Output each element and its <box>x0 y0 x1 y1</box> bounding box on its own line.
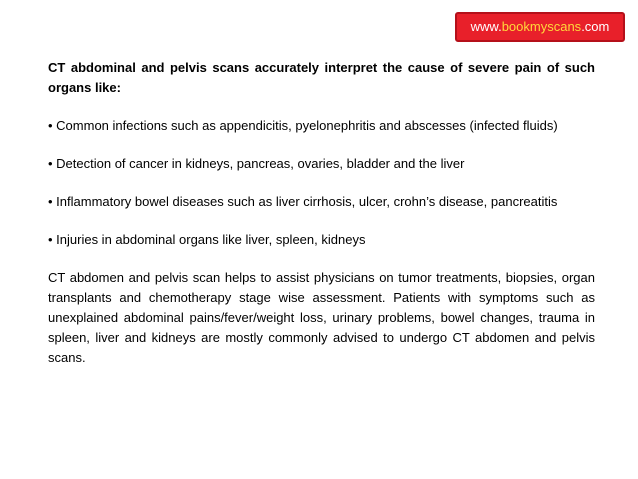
intro-paragraph: CT abdominal and pelvis scans accurately interpret the cause of severe pain of such organs like: <box>48 60 595 95</box>
site-name: bookmyscans <box>501 19 582 34</box>
bullet-infections: • Common infections such as appendicitis, pyelonephritis and abscesses (infected fluids) <box>48 118 558 133</box>
website-badge[interactable] <box>455 12 625 42</box>
site-suffix: .com <box>581 19 610 34</box>
bullet-inflammatory: • Inflammatory bowel diseases such as liver cirrhosis, ulcer, crohn’s disease, pancreatitis <box>48 194 558 209</box>
bullet-injuries: • Injuries in abdominal organs like liver, spleen, kidneys <box>48 232 366 247</box>
slide-content <box>48 58 595 368</box>
bullet-cancer: • Detection of cancer in kidneys, pancreas, ovaries, bladder and the liver <box>48 156 465 171</box>
site-prefix: www. <box>470 19 502 34</box>
closing-paragraph: CT abdomen and pelvis scan helps to assist physicians on tumor treatments, biopsies, organ transplants and chemotherapy stage wise assessment. Patients with symptoms such as unexplained abdominal pains/fever/weight loss, urinary problems, bowel changes, trauma in spleen, liver and kidneys are mostly commonly advised to undergo CT abdomen and pelvis scans. <box>48 270 595 365</box>
